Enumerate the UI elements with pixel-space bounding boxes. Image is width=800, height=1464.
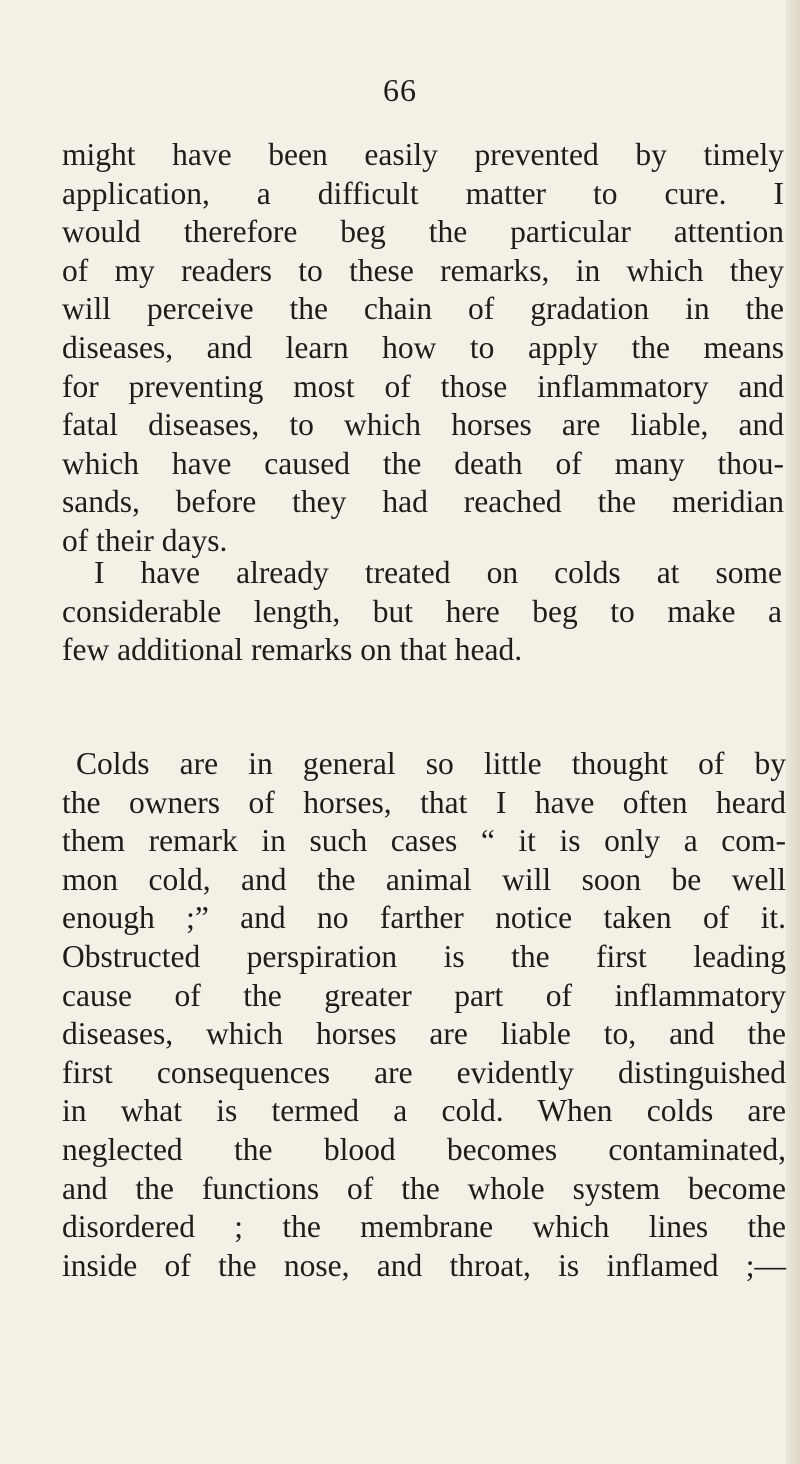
text-line: and the functions of the whole system become (62, 1170, 786, 1206)
text-line: Obstructed perspiration is the first leading (62, 938, 786, 974)
text-line: of their days. (62, 522, 228, 558)
text-line: would therefore beg the particular attention (62, 214, 784, 250)
text-line: considerable length, but here beg to make a (62, 593, 782, 629)
text-line: cause of the greater part of inflammatory (62, 977, 786, 1013)
text-line: them remark in such cases “ it is only a com- (62, 823, 786, 859)
paragraph-2 (62, 554, 782, 670)
text-line: few additional remarks on that head. (62, 632, 523, 668)
text-line: inside of the nose, and throat, is inflamed ;— (62, 1247, 786, 1283)
text-line: sands, before they had reached the meridian (62, 484, 784, 520)
page-number: 66 (383, 72, 417, 108)
text-line: for preventing most of those inflammatory and (62, 368, 784, 404)
text-line: diseases, which horses are liable to, and the (62, 1016, 786, 1052)
text-line: which have caused the death of many thou- (62, 445, 784, 481)
text-line: the owners of horses, that I have often heard (62, 784, 786, 820)
text-line: disordered ; the membrane which lines the (62, 1209, 786, 1245)
page-edge (786, 0, 800, 1464)
text-line: diseases, and learn how to apply the means (62, 329, 784, 365)
text-line: of my readers to these remarks, in which they (62, 252, 784, 288)
text-line: fatal diseases, to which horses are liable, and (62, 407, 784, 443)
text-line: in what is termed a cold. When colds are (62, 1093, 786, 1129)
text-line: will perceive the chain of gradation in the (62, 291, 784, 327)
text-line: application, a difficult matter to cure. I (62, 175, 784, 211)
text-line: enough ;” and no farther notice taken of it. (62, 900, 786, 936)
paragraph-1 (62, 136, 784, 561)
text-line: mon cold, and the animal will soon be well (62, 861, 786, 897)
text-line: Colds are in general so little thought of by (76, 746, 786, 781)
text-line: I have already treated on colds at some (94, 555, 782, 590)
text-line: first consequences are evidently distinguished (62, 1054, 786, 1090)
paragraph-3 (62, 745, 786, 1285)
text-line: might have been easily prevented by timely (62, 137, 784, 172)
text-line: neglected the blood becomes contaminated, (62, 1131, 786, 1167)
